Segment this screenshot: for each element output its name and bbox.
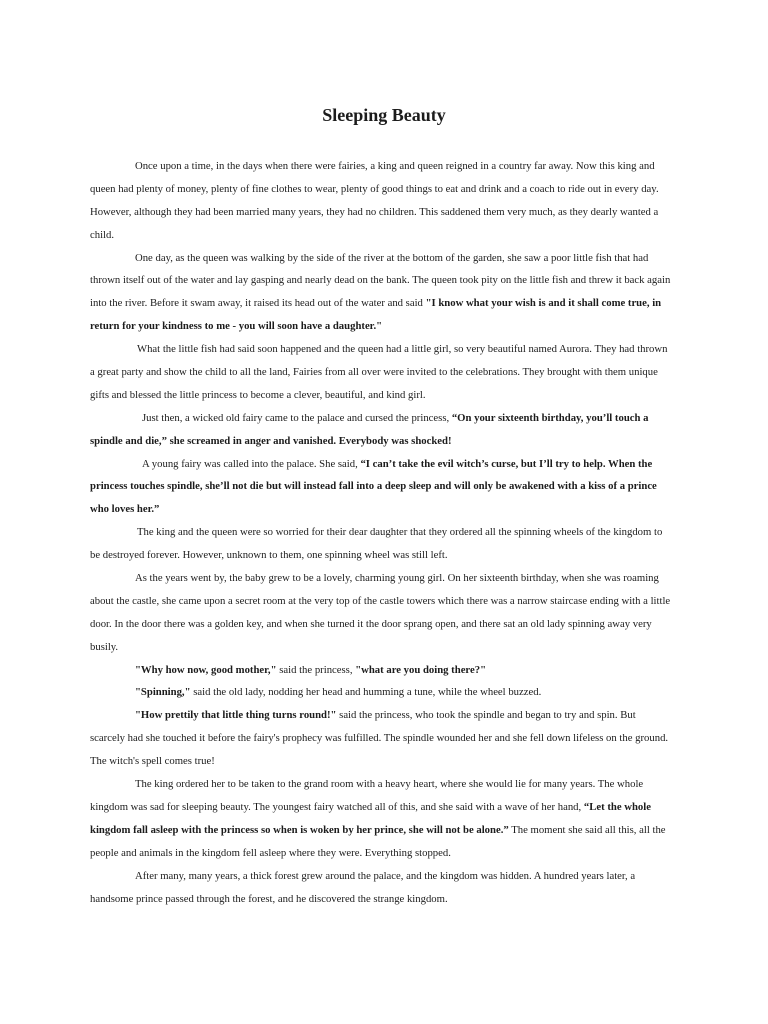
text-line <box>90 269 690 292</box>
paragraph <box>90 155 690 247</box>
bold-text-segment: "what are you doing there?" <box>355 663 487 676</box>
text-line <box>90 865 690 888</box>
text-line <box>90 430 690 453</box>
bold-text-segment: "Spinning," <box>135 686 191 699</box>
text-line <box>90 750 690 773</box>
bold-text-segment: return for your kindness to me - you will soon have a daughter." <box>90 320 383 333</box>
text-segment: people and animals in the kingdom fell asleep where they were. Everything stopped. <box>90 846 451 859</box>
bold-text-segment: “On your sixteenth birthday, you’ll touch a <box>451 411 649 424</box>
text-line <box>90 727 690 750</box>
text-line <box>90 567 690 590</box>
text-line <box>90 842 690 865</box>
text-line <box>90 636 690 659</box>
text-segment: into the river. Before it swam away, it raised its head out of the water and said <box>90 297 426 310</box>
text-line <box>90 590 690 613</box>
text-segment: The king ordered her to be taken to the grand room with a heavy heart, where she would lie for many years. The whole <box>135 778 644 791</box>
paragraph <box>90 567 690 659</box>
text-segment: handsome prince passed through the forest, and he discovered the strange kingdom. <box>90 892 448 905</box>
paragraph <box>90 865 690 911</box>
text-segment: The moment she said all this, all the <box>508 823 666 836</box>
text-line <box>90 453 690 476</box>
text-segment: A young fairy was called into the palace. She said, <box>142 457 361 470</box>
text-line <box>90 613 690 636</box>
text-line <box>90 704 690 727</box>
text-segment: gifts and blessed the little princess to become a clever, beautiful, and kind girl. <box>90 388 426 401</box>
bold-text-segment: kingdom fall asleep with the princess so when is woken by her prince, she will not be alone.” <box>90 823 509 836</box>
bold-text-segment: spindle and die,” she screamed in anger and vanished. Everybody was shocked! <box>90 434 452 447</box>
paragraph <box>90 247 690 339</box>
text-line <box>90 178 690 201</box>
text-line <box>90 796 690 819</box>
text-segment: door. In the door there was a golden key, and when she turned it the door sprang open, and there sat an old lady spinning away very <box>90 617 652 630</box>
paragraph <box>90 338 690 407</box>
bold-text-segment: "I know what your wish is and it shall come true, in <box>425 297 662 310</box>
text-segment: a great party and show the child to all the land, Fairies from all over were invited to the celebrations. They brought with them unique <box>90 366 658 379</box>
text-segment: said the princess, <box>276 663 356 676</box>
text-segment: about the castle, she came upon a secret room at the very top of the castle towers which there was a narrow staircase ending with a little <box>90 594 671 607</box>
bold-text-segment: “Let the whole <box>583 800 651 813</box>
text-line <box>90 888 690 911</box>
document-title: Sleeping Beauty <box>322 105 446 125</box>
text-line <box>90 498 690 521</box>
text-line <box>90 361 690 384</box>
text-segment: Once upon a time, in the days when there were fairies, a king and queen reigned in a country far away. Now this king and <box>135 160 655 172</box>
text-line <box>90 247 690 270</box>
paragraph <box>90 407 690 453</box>
text-line <box>90 224 690 247</box>
document-body <box>90 155 690 910</box>
text-segment: be destroyed forever. However, unknown to them, one spinning wheel was still left. <box>90 549 448 562</box>
paragraph <box>90 453 690 522</box>
bold-text-segment: princess touches spindle, she’ll not die but will instead fall into a deep sleep and will only be awakened with a kiss of a prince <box>90 480 657 493</box>
text-segment: As the years went by, the baby grew to be a lovely, charming young girl. On her sixteenth birthday, when she was roaming <box>135 572 659 585</box>
text-line <box>90 544 690 567</box>
text-segment: child. <box>90 228 115 241</box>
text-line <box>90 384 690 407</box>
text-line <box>90 155 690 178</box>
text-segment: queen had plenty of money, plenty of fine clothes to wear, plenty of good things to eat and drink and a coach to ride out in every day. <box>90 182 659 195</box>
text-line <box>90 475 690 498</box>
paragraph <box>90 681 690 704</box>
text-segment: Just then, a wicked old fairy came to the palace and cursed the princess, <box>142 411 452 424</box>
text-segment: thrown itself out of the water and lay gasping and nearly dead on the bank. The queen took pity on the little fish and threw it back again <box>90 274 671 287</box>
text-segment: busily. <box>90 640 119 653</box>
bold-text-segment: who loves her.” <box>90 503 160 516</box>
text-segment: said the princess, who took the spindle and began to try and spin. But <box>336 709 636 722</box>
text-segment: One day, as the queen was walking by the side of the river at the bottom of the garden, she saw a poor little fish that had <box>135 251 649 264</box>
text-segment: What the little fish had said soon happened and the queen had a little girl, so very beautiful named Aurora. They had thrown <box>137 343 668 356</box>
text-segment: said the old lady, nodding her head and humming a tune, while the wheel buzzed. <box>190 686 542 699</box>
bold-text-segment: "How prettily that little thing turns round!" <box>135 709 337 722</box>
text-line <box>90 773 690 796</box>
text-segment: The witch's spell comes true! <box>90 755 215 768</box>
text-line <box>90 201 690 224</box>
paragraph <box>90 773 690 865</box>
text-segment: The king and the queen were so worried for their dear daughter that they ordered all the spinning wheels of the kingdom to <box>137 526 663 539</box>
text-line <box>90 407 690 430</box>
text-line <box>90 292 690 315</box>
paragraph <box>90 704 690 773</box>
paragraph <box>90 521 690 567</box>
text-line <box>90 521 690 544</box>
text-segment: kingdom was sad for sleeping beauty. The youngest fairy watched all of this, and she said with a wave of her hand, <box>90 800 584 813</box>
text-segment: scarcely had she touched it before the fairy's prophecy was fulfilled. The spindle wounded her and she fell down lifeless on the ground. <box>90 732 669 745</box>
bold-text-segment: "Why how now, good mother," <box>135 663 277 676</box>
text-line <box>90 338 690 361</box>
text-segment: However, although they had been married many years, they had no children. This saddened them very much, as they dearly wanted a <box>90 205 659 218</box>
text-line <box>90 819 690 842</box>
text-line <box>90 681 690 704</box>
bold-text-segment: “I can’t take the evil witch’s curse, but I’ll try to help. When the <box>360 457 653 470</box>
text-segment: After many, many years, a thick forest grew around the palace, and the kingdom was hidden. A hundred years later, a <box>135 869 636 882</box>
text-line <box>90 315 690 338</box>
text-line <box>90 659 690 682</box>
paragraph <box>90 659 690 682</box>
